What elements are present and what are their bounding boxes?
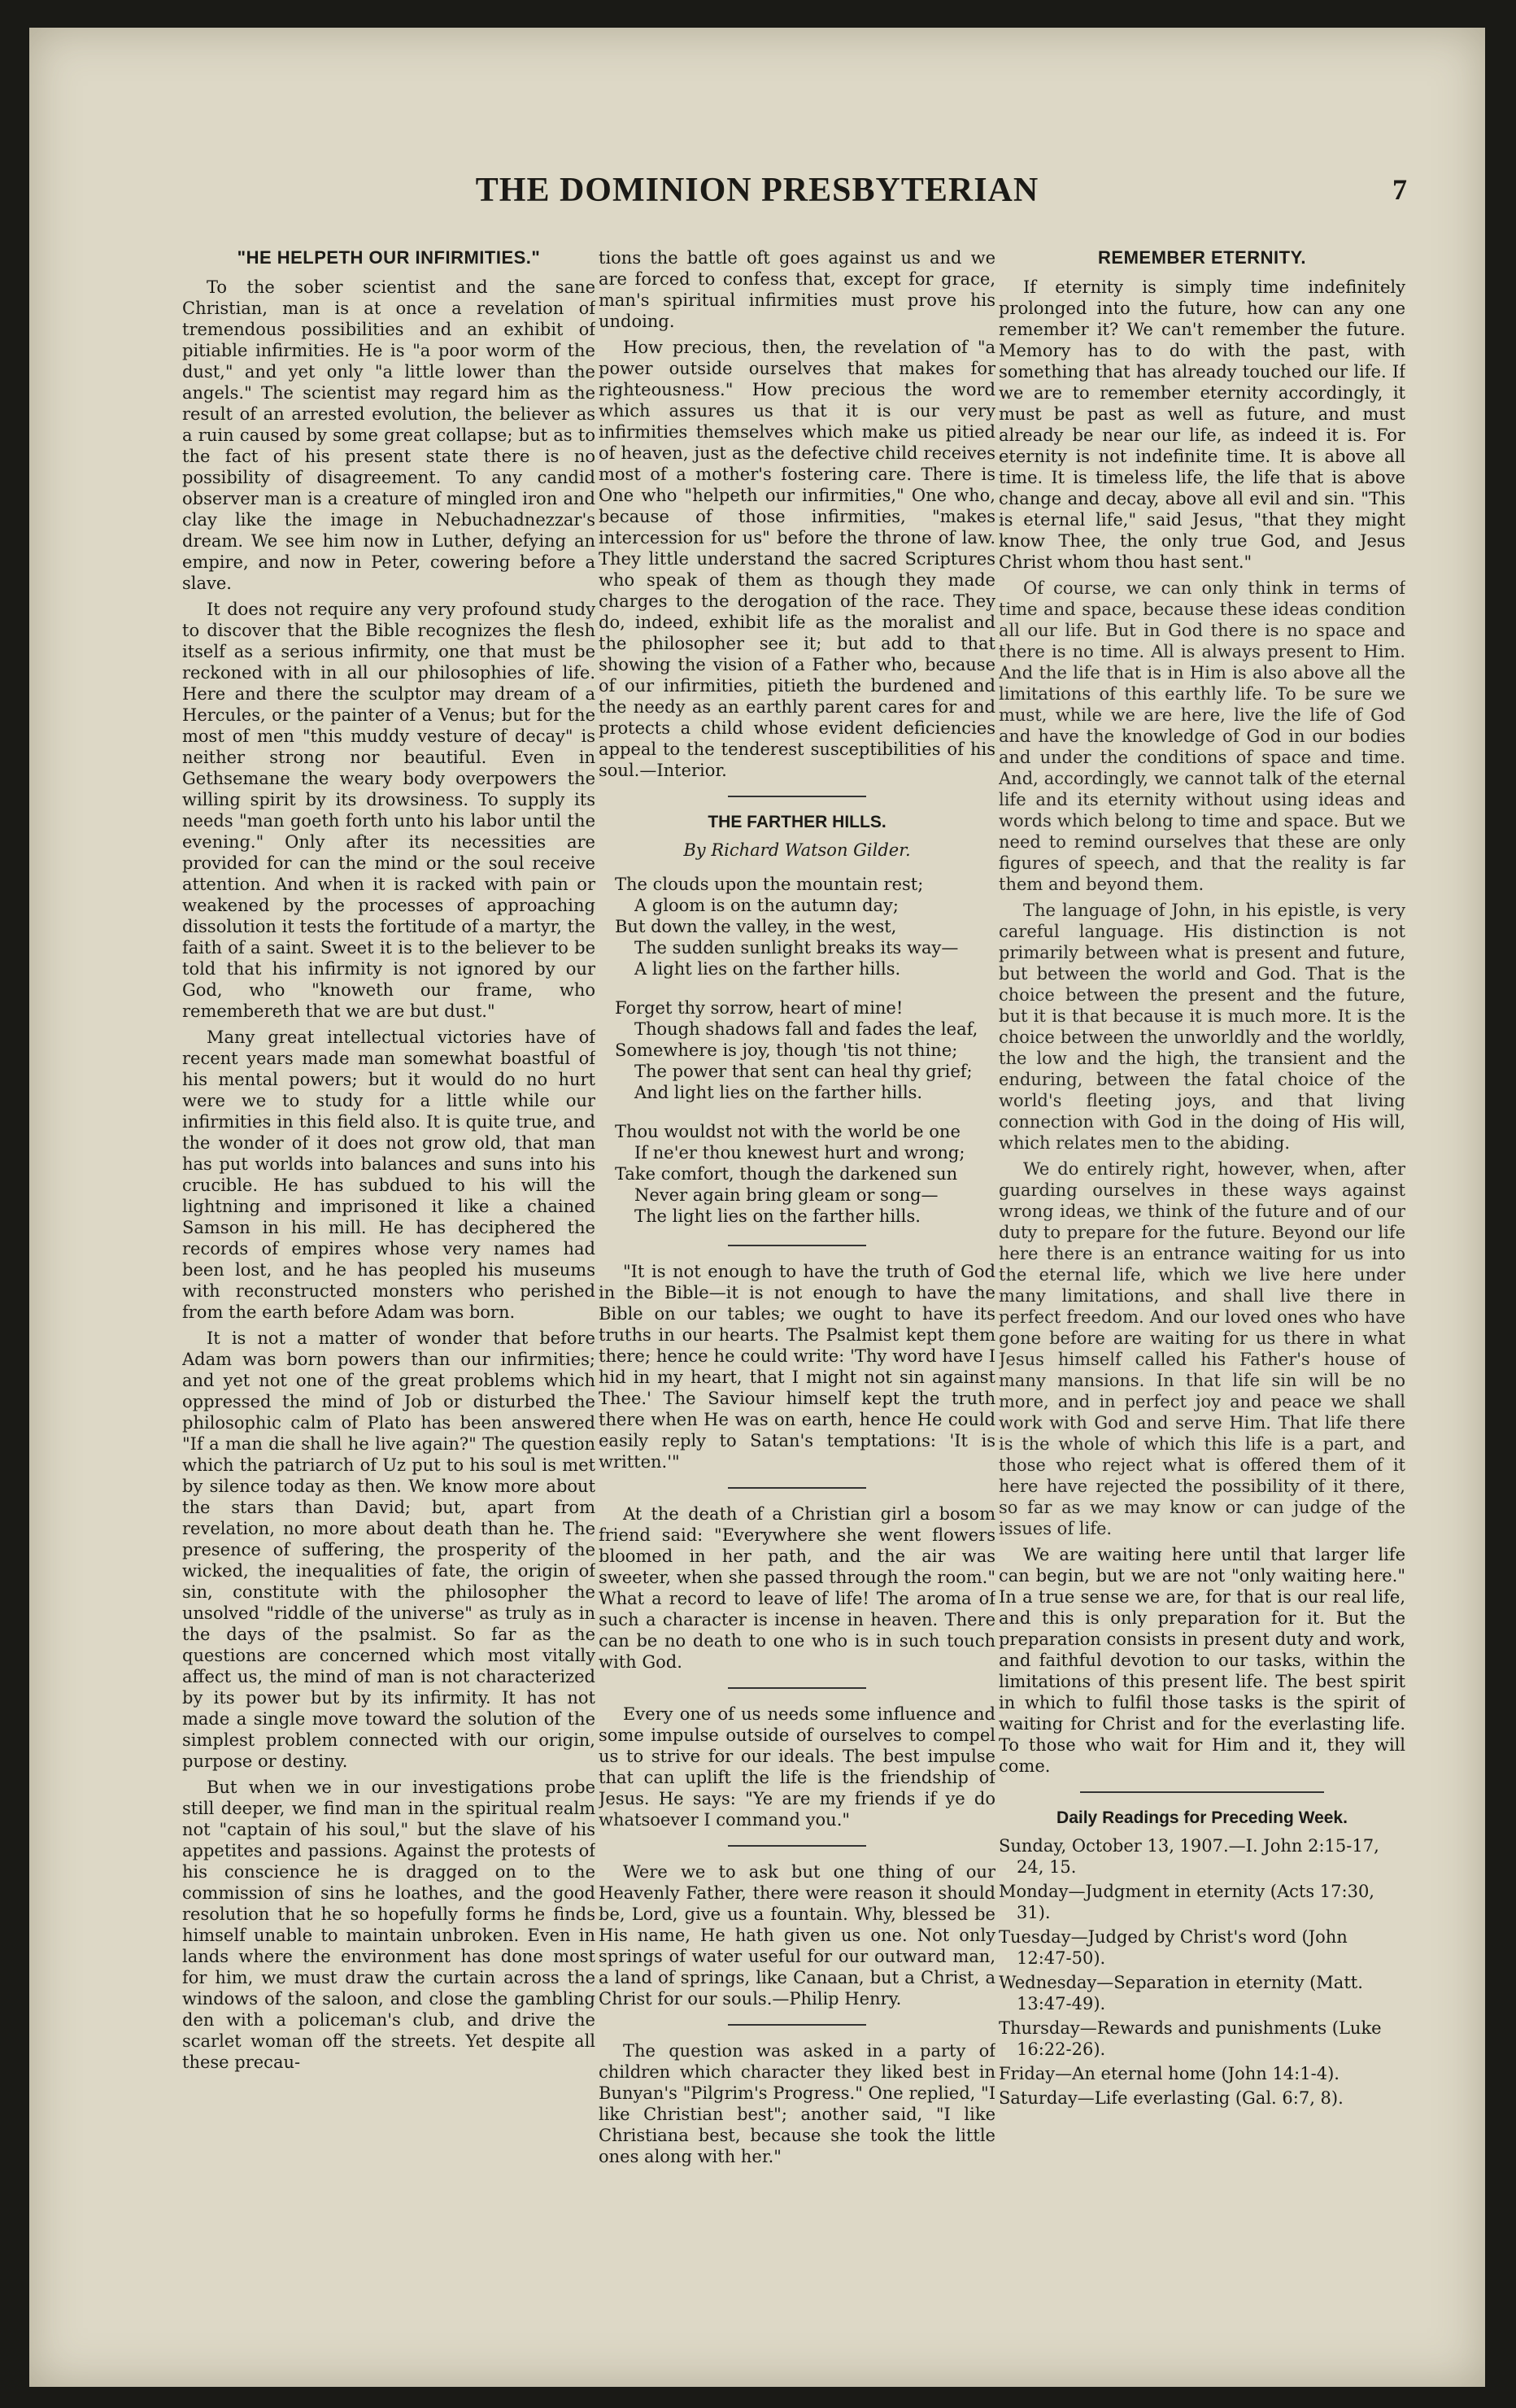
reading-item: Saturday—Life everlasting (Gal. 6:7, 8). — [999, 2088, 1344, 2108]
poem-line: But down the valley, in the west, — [615, 917, 897, 936]
reading-item: Thursday—Rewards and punishments (Luke 16:22-26). — [999, 2018, 1382, 2059]
poem-title: THE FARTHER HILLS. — [708, 813, 887, 831]
article-paragraph: Of course, we can only think in terms of time and space, because these ideas condition all our life. But in God there is no space and there is no time. All is always present to Him. And the life that is in Him is also above all the limitations of this earthly life. To be sure we must, while we are here, live the life of God and have the knowledge of God in our bodies and under the conditions of space and time. And, accordingly, we cannot talk of the eternal life and its eternity without using ideas and words which belong to time and space. But we need to remind ourselves that these are only figures of speech, and that the reality is far them and beyond them. — [999, 578, 1405, 894]
poem-line: Though shadows fall and fades the leaf, — [634, 1019, 978, 1039]
poem-line: A gloom is on the autumn day; — [634, 896, 899, 915]
article-paragraph: We are waiting here until that larger life can begin, but we are not "only waiting here." In a true sense we are, for that is our real life, and this is only preparation for it. But the preparation consists in present duty and work, and faithful devotion to our tasks, within the limitations of this present life. The best spirit in which to fulfil those tasks is the spirit of waiting for Christ and for the everlasting life. To those who wait for Him and it, they will come. — [999, 1545, 1405, 1776]
section-divider — [1080, 1791, 1324, 1793]
publication-title: THE DOMINION PRESBYTERIAN — [475, 172, 1039, 209]
poem-line: The clouds upon the mountain rest; — [615, 875, 924, 894]
poem — [615, 874, 995, 1227]
article-paragraph: How precious, then, the revelation of "a power outside ourselves that makes for righteousness." How precious the word which assures us that it is our very infirmities themselves which make us pitied of heaven, just as the defective child receives most of a mother's fostering care. There is One who "helpeth our infirmities," One who, because of those infirmities, "makes intercession for us" before the throne of law. They little understand the sacred Scriptures who speak of them as though they made charges to the derogation of the race. They do, indeed, exhibit life as the moralist and the philosopher see it; but add to that showing the vision of a Father who, because of our infirmities, pitieth the burdened and the needy as an earthly parent cares for and protects a child whose evident deficiencies appeal to the tenderest susceptibilities of his soul.—Interior. — [599, 338, 995, 780]
poem-line: A light lies on the farther hills. — [634, 959, 901, 979]
article-paragraph: Many great intellectual victories have of recent years made man somewhat boastful of his mental powers; but it would do no hurt were we to study for a little while our infirmities in this field also. It is quite true, and the wonder of it does not grow old, that man has put worlds into balances and suns into his crucible. He has subdued to his will the lightning and imprisoned it like a chained Samson in his mill. He has deciphered the records of empires whose very names had been lost, and he has peopled his museums with reconstructed monsters who perished from the earth before Adam was born. — [182, 1027, 595, 1322]
poem-line: The light lies on the farther hills. — [634, 1206, 921, 1226]
poem-stanza — [615, 1121, 995, 1227]
poem-line: Never again bring gleam or song— — [634, 1185, 939, 1205]
article-paragraph: "It is not enough to have the truth of God in the Bible—it is not enough to have the Bible on our tables; we ought to have its truths in our hearts. The Psalmist kept them there; hence he could write: 'Thy word have I hid in my heart, that I might not sin against Thee.' The Saviour himself kept the truth there when He was on earth, hence He could easily reply to Satan's temptations: 'It is written.'" — [599, 1262, 995, 1472]
article-paragraph: At the death of a Christian girl a bosom friend said: "Everywhere she went flowers bloomed in her path, and the air was sweeter, when she passed through the room." What a record to leave of life! The aroma of such a character is incense in heaven. There can be no death to one who is in such touch with God. — [599, 1504, 995, 1672]
poem-stanza — [615, 874, 995, 979]
article-paragraph: But when we in our investigations probe still deeper, we find man in the spiritual realm not "captain of his soul," but the slave of his appetites and passions. Against the protests of his conscience he is dragged on to the commission of sins he loathes, and the good resolution that he so hopefully forms he finds himself unable to maintain unbroken. Even in lands where the environment has done most for him, we must draw the curtain across the windows of the saloon, and close the gambling den with a policeman's club, and drive the scarlet woman off the streets. Yet despite all these precau- — [182, 1778, 595, 2072]
column-1 — [182, 247, 595, 2362]
reading-item: Sunday, October 13, 1907.—I. John 2:15-17, 24, 15. — [999, 1836, 1379, 1877]
article-heading-infirmities: "HE HELPETH OUR INFIRMITIES." — [237, 247, 541, 268]
readings-heading: Daily Readings for Preceding Week. — [1056, 1808, 1348, 1827]
section-divider — [728, 2024, 867, 2026]
article-paragraph: If eternity is simply time indefinitely prolonged into the future, how can any one remember it? We can't remember the future. Memory has to do with the past, with something that has already touched our life. If we are to remember eternity accordingly, it must be past as well as future, and must already be near our life, as indeed it is. For eternity is not indefinite time. It is above all time. It is timeless life, the life that is above change and decay, above all evil and sin. "This is eternal life," said Jesus, "that they might know Thee, the only true God, and Jesus Christ whom thou hast sent." — [999, 277, 1405, 572]
section-divider — [728, 796, 867, 797]
article-paragraph: The question was asked in a party of children which character they liked best in Bunyan's "Pilgrim's Progress." One replied, "I like Christian best"; another said, "I like Christiana best, because she took the little ones along with her." — [599, 2041, 995, 2166]
reading-item: Friday—An eternal home (John 14:1-4). — [999, 2064, 1340, 2083]
poem-stanza — [615, 997, 995, 1103]
poem-line: Somewhere is joy, though 'tis not thine; — [615, 1040, 958, 1060]
column-2 — [599, 247, 995, 2362]
article-paragraph: Were we to ask but one thing of our Heavenly Father, there were reason it should be, Lord, give us a fountain. Why, blessed be His name, He hath given us one. Not only springs of water useful for our outward man, a land of springs, like Canaan, but a Christ, a Christ for our souls.—Philip Henry. — [599, 1862, 995, 2009]
reading-item: Wednesday—Separation in eternity (Matt. 13:47-49). — [999, 1973, 1363, 2013]
reading-item: Monday—Judgment in eternity (Acts 17:30, 31). — [999, 1882, 1374, 1922]
newspaper-page — [29, 28, 1485, 2387]
article-paragraph: The language of John, in his epistle, is very careful language. His distinction is not primarily between what is present and future, but between the world and God. That is the choice between the present and the future, but it is that because it is much more. It is the choice between the unworldly and the worldly, the low and the high, the transient and the enduring, between the fatal choice of the world's fleeting joys, and that living connection with God in the doing of His will, which relates men to the abiding. — [999, 901, 1405, 1153]
article-paragraph: To the sober scientist and the sane Christian, man is at once a revelation of tremendous possibilities and an exhibit of pitiable infirmities. He is "a poor worm of the dust," and yet only "a little lower than the angels." The scientist may regard him as the result of an arrested evolution, the believer as a ruin caused by some great collapse; but as to the fact of his present state there is no possibility of disagreement. To any candid observer man is a creature of mingled iron and clay like the image in Nebuchadnezzar's dream. We see him now in Luther, defying an empire, and now in Peter, cowering before a slave. — [182, 277, 595, 593]
section-divider — [728, 1687, 867, 1689]
column-3 — [999, 247, 1405, 2362]
poem-line: Forget thy sorrow, heart of mine! — [615, 998, 904, 1018]
article-paragraph: Every one of us needs some influence and some impulse outside of ourselves to compel us to strive for our ideals. The best impulse that can uplift the life is the friendship of Jesus. He says: "Ye are my friends if ye do whatsoever I command you." — [599, 1704, 995, 1830]
article-paragraph: It is not a matter of wonder that before Adam was born powers than our infirmities; and yet not one of the great problems which oppressed the mind of Job or disturbed the philosophic calm of Plato has been answered "If a man die shall he live again?" The question which the patriarch of Uz put to his soul is met by silence today as then. We know more about the stars than David; but, apart from revelation, no more about death than he. The presence of suffering, the prosperity of the wicked, the inequalities of fate, the origin of sin, constitute with the philosopher the unsolved "riddle of the universe" as truly as in the days of the psalmist. So far as the questions are concerned which most vitally affect us, the mind of man is not characterized by its power but by its infirmity. It has not made a single move toward the solution of the simplest problem connected with our origin, purpose or destiny. — [182, 1328, 595, 1771]
poem-line: If ne'er thou knewest hurt and wrong; — [634, 1143, 965, 1163]
section-divider — [728, 1487, 867, 1489]
poem-byline: By Richard Watson Gilder. — [683, 840, 911, 860]
poem-line: Thou wouldst not with the world be one — [615, 1122, 961, 1141]
section-divider — [728, 1245, 867, 1246]
article-heading-eternity: REMEMBER ETERNITY. — [1098, 247, 1306, 268]
article-paragraph: It does not require any very profound study to discover that the Bible recognizes the flesh itself as a serious infirmity, one that must be reckoned with in all our philosophies of life. Here and there the sculptor may dream of a Hercules, or the painter of a Venus; but for the most of men "this muddy vesture of decay" is neither strong nor beautiful. Even in Gethsemane the weary body overpowers the willing spirit by its drowsiness. To supply its needs "man goeth forth unto his labor until the evening." Only after its necessities are provided for can the mind or the soul receive attention. And when it is racked with pain or weakened by the processes of approaching dissolution it tests the fortitude of a martyr, the faith of a saint. Sweet it is to the believer to be told that his infirmity is not ignored by our God, who "knoweth our frame, who remembereth that we are but dust." — [182, 600, 595, 1021]
section-divider — [728, 1845, 867, 1847]
poem-line: The sudden sunlight breaks its way— — [634, 938, 959, 958]
masthead — [29, 171, 1485, 236]
poem-line: And light lies on the farther hills. — [634, 1083, 923, 1102]
article-paragraph: tions the battle oft goes against us and we are forced to confess that, except for grace, man's spiritual infirmities must prove his undoing. — [599, 248, 995, 331]
poem-line: Take comfort, though the darkened sun — [615, 1164, 958, 1184]
page-number: 7 — [1392, 173, 1407, 206]
reading-item: Tuesday—Judged by Christ's word (John 12:47-50). — [999, 1927, 1348, 1968]
article-paragraph: We do entirely right, however, when, after guarding ourselves in these ways against wrong ideas, we think of the future and of our duty to prepare for the future. Beyond our life here there is an entrance waiting for us into the eternal life, which we live here under many limitations, and shall live there in perfect freedom. And our loved ones who have gone before are waiting for us there in what Jesus himself called his Father's house of many mansions. In that life sin will be no more, and in perfect joy and peace we shall work with God and serve Him. That life there is the whole of which this life is a part, and those who reject what is offered them of it here have rejected the possibility of it there, so far as we may know or can judge of the issues of life. — [999, 1159, 1405, 1538]
poem-line: The power that sent can heal thy grief; — [634, 1062, 973, 1081]
